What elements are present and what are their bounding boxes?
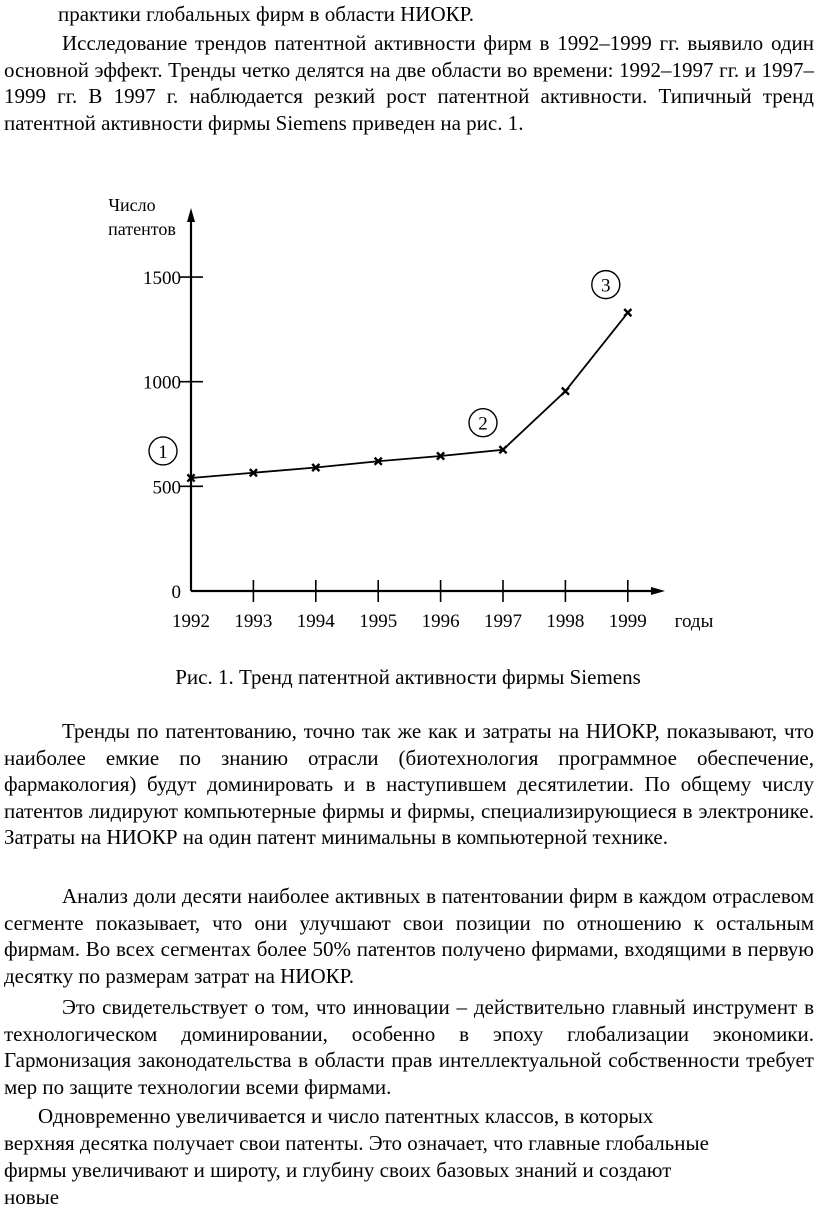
chart-series: [187, 309, 631, 482]
y-axis-label-line2: патентов: [108, 219, 176, 239]
y-tick-label: 1000: [143, 372, 181, 394]
paragraph-intro: Исследование трендов патентной активности фирм в 1992–1999 гг. выявило один основной эффект. Тренды четко делятся на две области во времени: 1992–1997 гг. и 1997–1999 гг. В 1997 г. наблюдается резкий рост патентной активности. Типичный тренд патентной активности фирмы Siemens приведен на рис. 1.: [4, 31, 814, 135]
data-point-marker: [624, 309, 631, 316]
annotation-label: 1: [158, 441, 168, 463]
x-tick-label: 1997: [484, 611, 522, 632]
x-tick-label: 1995: [359, 611, 398, 632]
annotation-label: 3: [601, 275, 611, 297]
figure-caption: Рис. 1. Тренд патентной активности фирмы Siemens: [175, 665, 641, 689]
y-axis-arrow: [187, 208, 195, 222]
x-axis-arrow: [651, 587, 665, 595]
x-tick-label: 1994: [296, 611, 335, 632]
chart-axes: [187, 208, 665, 595]
data-point-marker: [562, 388, 569, 395]
y-axis-label-line1: Число: [108, 195, 156, 215]
chart-labels: [108, 195, 713, 632]
chart-ticks: [143, 268, 647, 632]
x-tick-label: 1993: [234, 611, 273, 632]
y-tick-label: 1500: [143, 268, 181, 290]
y-tick-label: 0: [171, 582, 181, 603]
paragraph-fragment: практики глобальных фирм в области НИОКР.: [58, 2, 474, 26]
x-tick-label: 1992: [172, 611, 210, 632]
paragraph-trends: Тренды по патентованию, точно так же как и затраты на НИОКР, показывают, что наиболее емкие по знанию отрасли (биотехнология программное обеспечение, фармакология) будут доминировать и в наступившем десятилетии. По общему числу патентов лидируют компьютерные фирмы и фирмы, специализирующиеся в электронике. Затраты на НИОКР на один патент минимальны в компьютерной технике.: [4, 719, 814, 849]
paragraph-conclusion: Это свидетельствует о том, что инновации – действительно главный инструмент в технологическом доминировании, особенно в эпоху глобализации экономики. Гармонизация законодательства в области прав интеллектуальной собственности требует мер по защите технологии всеми фирмами.: [4, 995, 814, 1099]
y-tick-label: 500: [152, 477, 181, 499]
x-tick-label: 1998: [546, 611, 585, 632]
x-tick-label: 1996: [421, 611, 460, 632]
annotation-label: 2: [478, 413, 488, 435]
x-tick-label: 1999: [608, 611, 647, 632]
patent-trend-chart: [0, 188, 816, 638]
series-line: [191, 313, 628, 478]
paragraph-last-line3: фирмы увеличивают и широту, и глубину своих базовых знаний и создают: [4, 1158, 672, 1182]
paragraph-analysis: Анализ доли десяти наиболее активных в патентовании фирм в каждом отраслевом сегменте показывает, что они улучшают свои позиции по отношению к остальным фирмам. Во всех сегментах более 50% патентов получено фирмами, входящими в первую десятку по размерам затрат на НИОКР.: [4, 884, 814, 988]
paragraph-last-line4: новые: [4, 1185, 60, 1209]
paragraph-last-line2: верхняя десятка получает свои патенты. Это означает, что главные глобальные: [4, 1131, 709, 1155]
paragraph-last-line1: Одновременно увеличивается и число патентных классов, в которых: [38, 1104, 654, 1128]
x-axis-label: годы: [674, 611, 714, 632]
